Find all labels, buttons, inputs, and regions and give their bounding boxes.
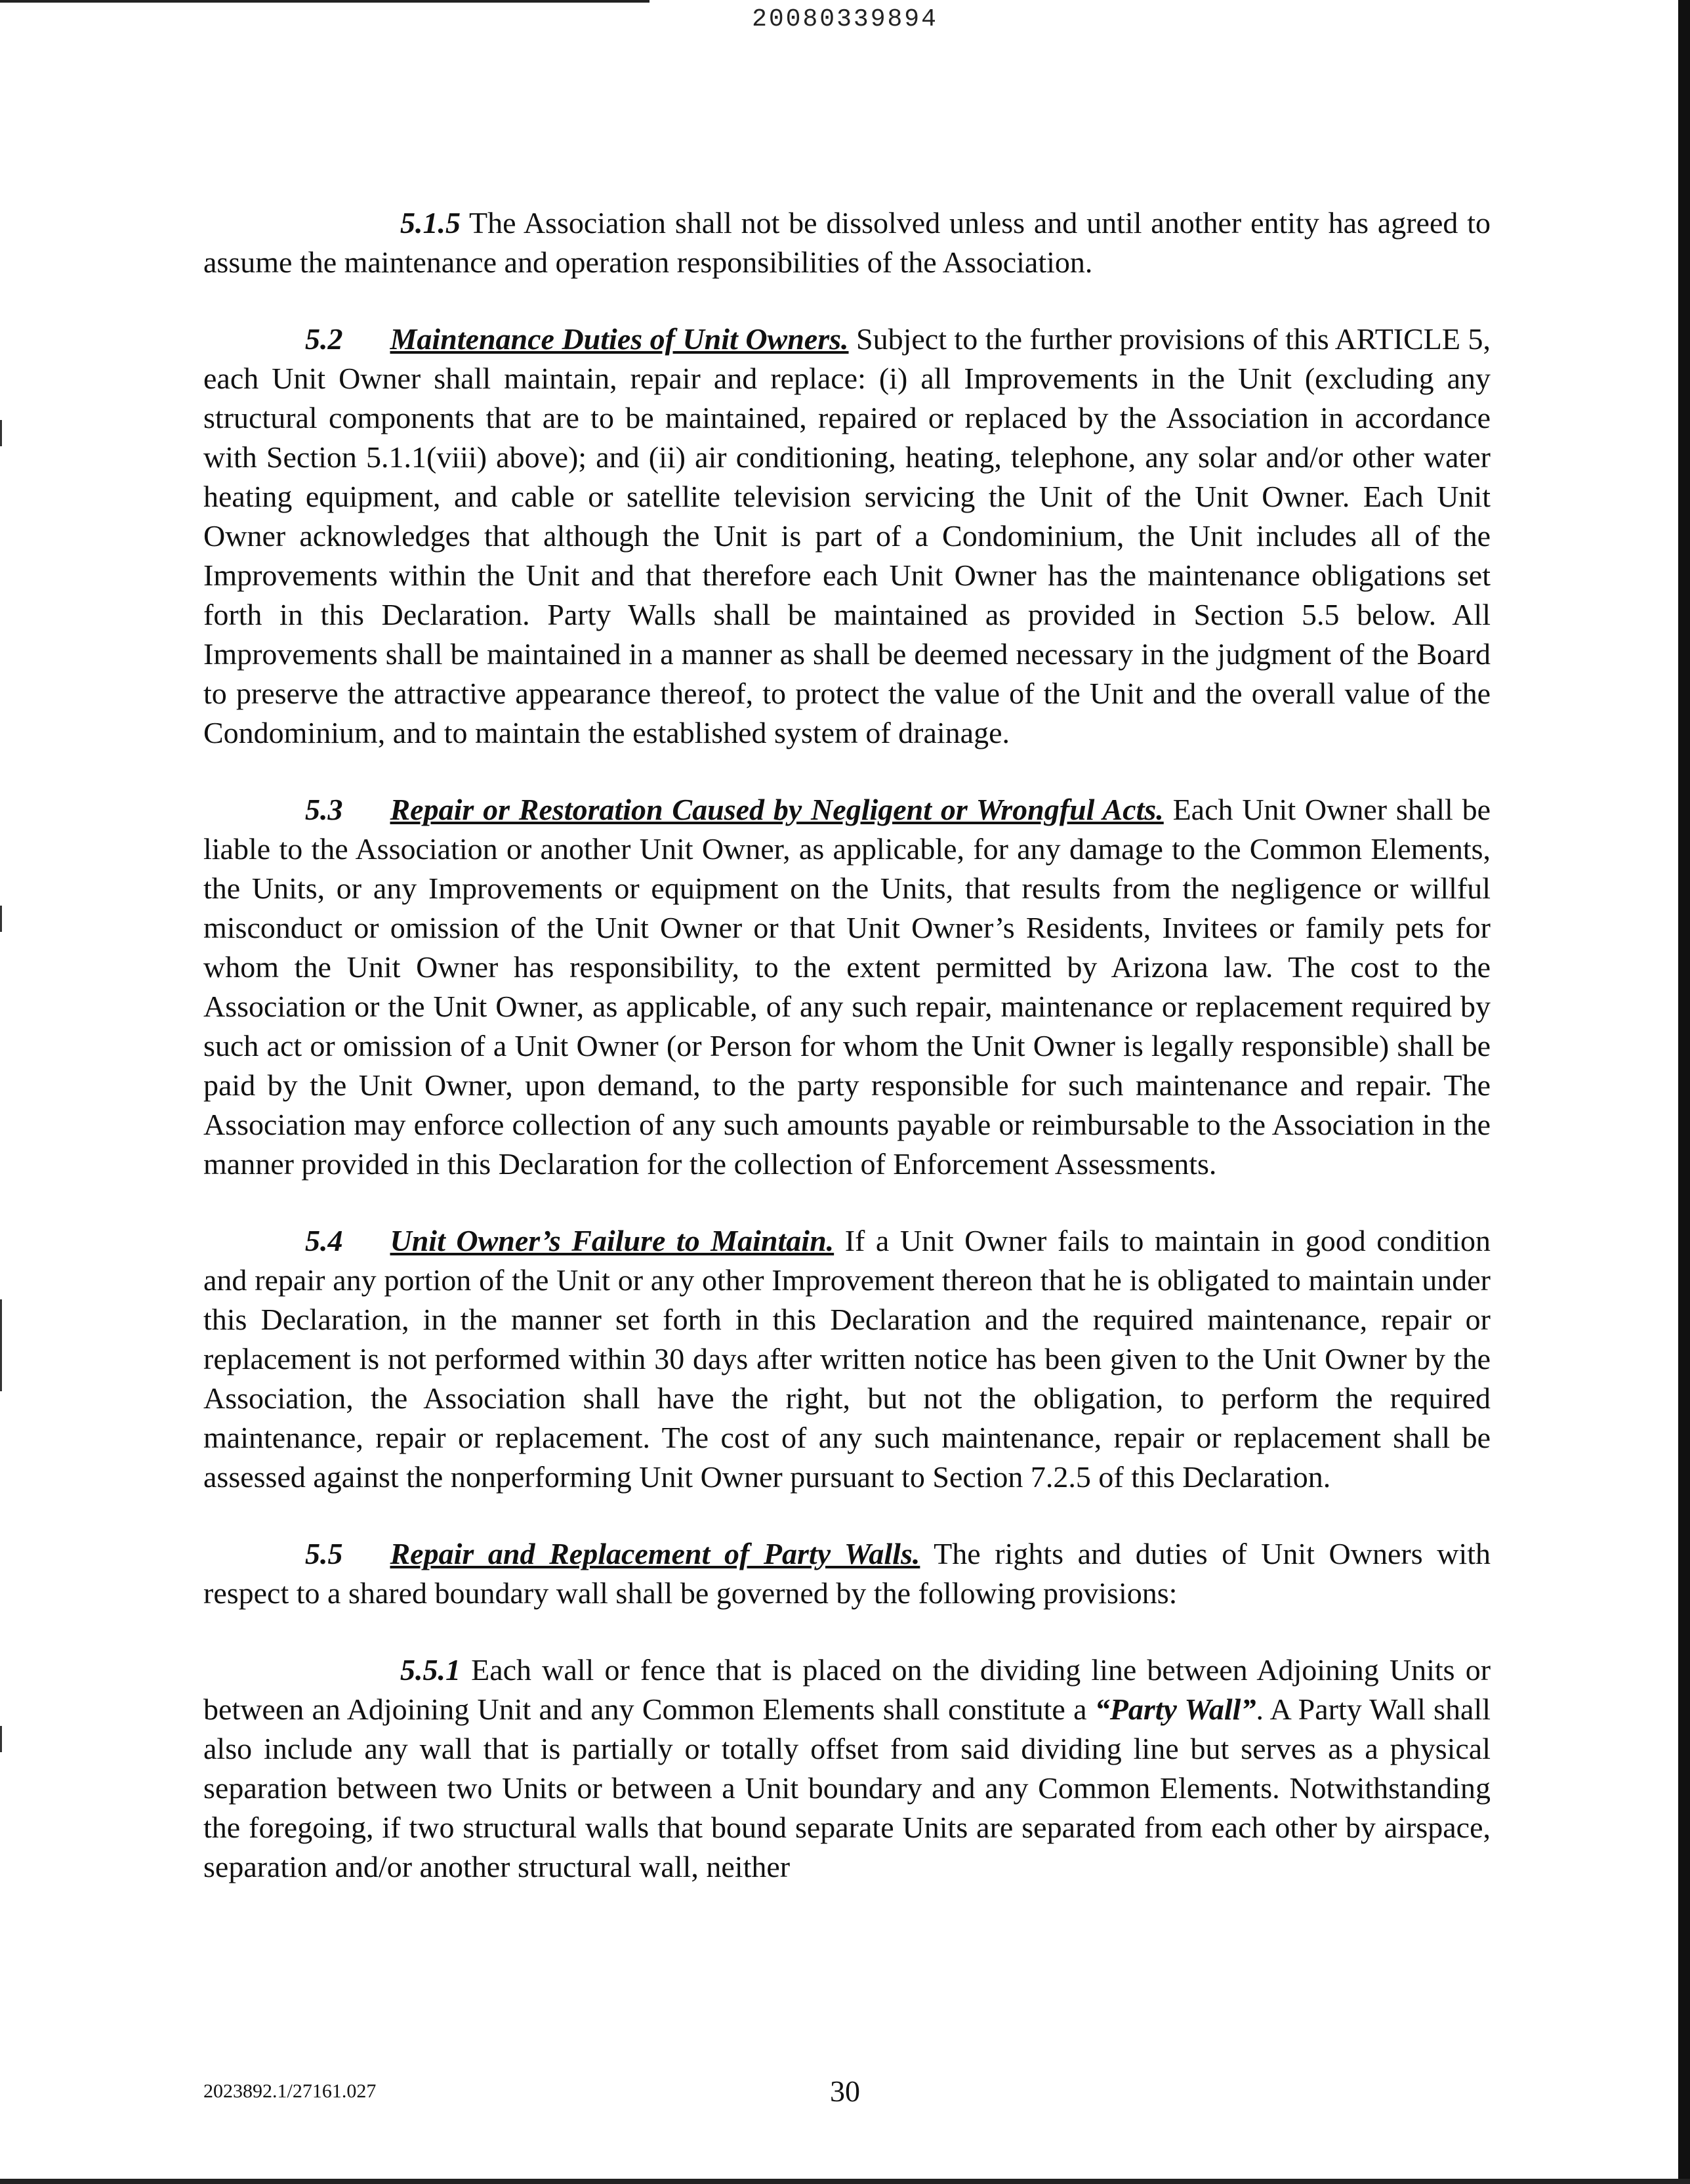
section-number: 5.5 — [305, 1537, 343, 1570]
section-5-4 — [203, 1221, 1491, 1497]
scan-left-mark — [0, 1299, 2, 1391]
section-text-before: Each wall or fence that is placed on the dividing line between Adjoining Units or between an Adjoining Unit and any Common Elements shall constitute a — [203, 1653, 1491, 1726]
scan-left-mark — [0, 420, 2, 446]
section-heading: Maintenance Duties of Unit Owners. — [390, 322, 849, 356]
scan-right-edge — [1678, 0, 1690, 2184]
scan-top-rule — [0, 0, 649, 3]
section-number: 5.5.1 — [400, 1653, 461, 1687]
scan-left-mark — [0, 1726, 2, 1752]
defined-term-party-wall: “Party Wall” — [1094, 1692, 1256, 1726]
section-text: Each Unit Owner shall be liable to the Association or another Unit Owner, as applicable, for any damage to the Common Elements, the Units, or any Improvements or equipment on the Units, that results from the negligence or willful misconduct or omission of the Unit Owner or that Unit Owner’s Residents, Invitees or family pets for whom the Unit Owner has responsibility, to the extent permitted by Arizona law. The cost to the Association or the Unit Owner, as applicable, of any such repair, maintenance or replacement required by such act or omission of a Unit Owner (or Person for whom the Unit Owner is legally responsible) shall be paid by the Unit Owner, upon demand, to the party responsible for such maintenance and repair. The Association may enforce collection of any such amounts payable or reimbursable to the Association in the manner provided in this Declaration for the collection of Enforcement Assessments. — [203, 793, 1491, 1181]
section-number: 5.4 — [305, 1224, 343, 1257]
section-5-1-5 — [203, 203, 1491, 282]
document-body — [203, 203, 1491, 1924]
section-text: Subject to the further provisions of this ARTICLE 5, each Unit Owner shall maintain, repair and replace: (i) all Improvements in the Unit (excluding any structural components that are to be maintained, repaired or replaced by the Association in accordance with Section 5.1.1(viii) above); and (ii) air conditioning, heating, telephone, any solar and/or other water heating equipment, and cable or satellite television servicing the Unit of the Unit Owner. Each Unit Owner acknowledges that although the Unit is part of a Condominium, the Unit includes all of the Improvements within the Unit and that therefore each Unit Owner has the maintenance obligations set forth in this Declaration. Party Walls shall be maintained as provided in Section 5.5 below. All Improvements shall be maintained in a manner as shall be deemed necessary in the judgment of the Board to preserve the attractive appearance thereof, to protect the value of the Unit and the overall value of the Condominium, and to maintain the established system of drainage. — [203, 322, 1491, 749]
section-text-after: . A Party Wall shall also include any wall that is partially or totally offset from said dividing line but serves as a physical separation between two Units or between a Unit boundary and any Common Elements. Notwithstanding the foregoing, if two structural walls that bound separate Units are separated from each other by airspace, separation and/or another structural wall, neither — [203, 1692, 1491, 1883]
scan-left-mark — [0, 906, 2, 932]
page-number: 30 — [830, 2074, 860, 2108]
section-number: 5.2 — [305, 322, 343, 356]
section-5-2 — [203, 320, 1491, 753]
section-heading: Repair or Restoration Caused by Negligent or Wrongful Acts. — [390, 793, 1164, 826]
section-5-5 — [203, 1534, 1491, 1613]
section-5-5-1 — [203, 1650, 1491, 1887]
section-heading: Repair and Replacement of Party Walls. — [390, 1537, 920, 1570]
section-5-3 — [203, 790, 1491, 1184]
section-number: 5.3 — [305, 793, 343, 826]
section-heading: Unit Owner’s Failure to Maintain. — [390, 1224, 835, 1257]
section-text: The Association shall not be dissolved unless and until another entity has agreed to assume the maintenance and operation responsibilities of the Association. — [203, 206, 1491, 279]
footer-document-id: 2023892.1/27161.027 — [203, 2080, 377, 2102]
section-text: The rights and duties of Unit Owners with respect to a shared boundary wall shall be governed by the following provisions: — [203, 1537, 1491, 1610]
document-number: 20080339894 — [752, 5, 938, 33]
section-number: 5.1.5 — [400, 206, 461, 240]
section-text: If a Unit Owner fails to maintain in good condition and repair any portion of the Unit or any other Improvement thereon that he is obligated to maintain under this Declaration, in the manner set forth in this Declaration and the required maintenance, repair or replacement is not performed within 30 days after written notice has been given to the Unit Owner by the Association, the Association shall have the right, but not the obligation, to perform the required maintenance, repair or replacement. The cost of any such maintenance, repair or replacement shall be assessed against the nonperforming Unit Owner pursuant to Section 7.2.5 of this Declaration. — [203, 1224, 1491, 1494]
scan-bottom-edge — [0, 2179, 1690, 2184]
